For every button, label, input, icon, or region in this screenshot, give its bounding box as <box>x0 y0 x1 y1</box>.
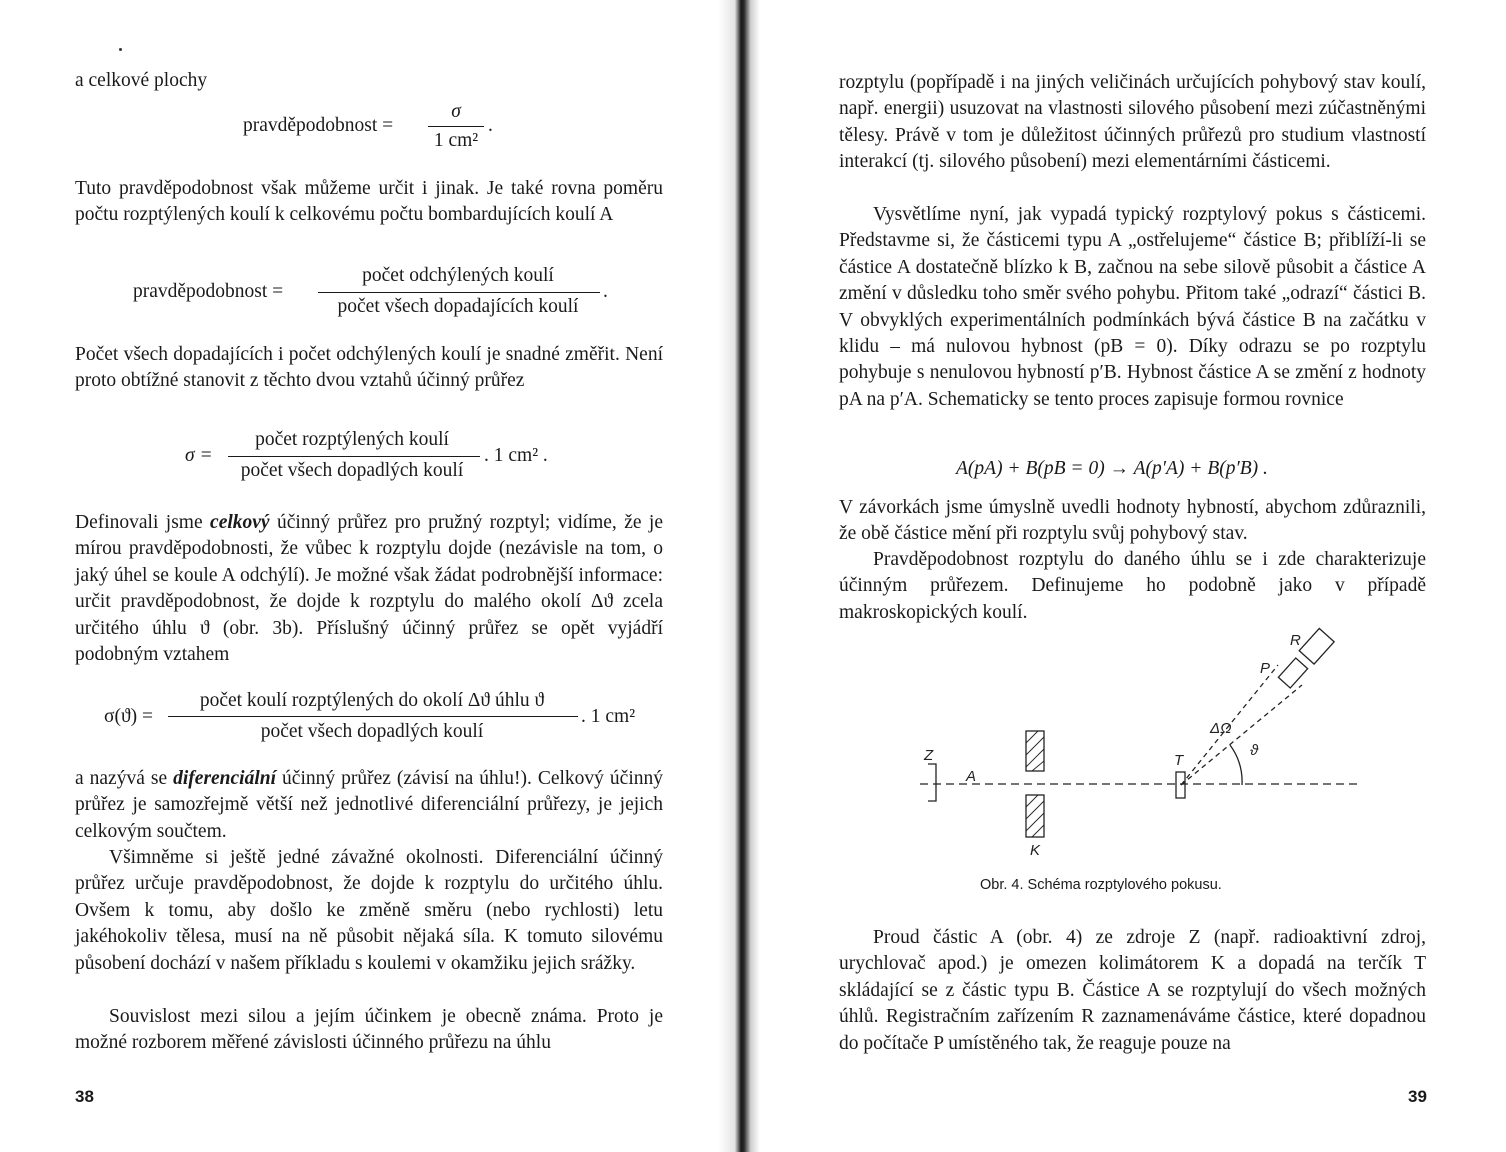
paragraph-4 <box>75 766 663 845</box>
page-number-left: 38 <box>75 1087 94 1106</box>
paragraph-r1: rozptylu (popřípadě i na jiných veličinách určujících pohybový stav koulí, např. energii) usuzovat na vlastnosti silového působení mezi zúčastněnými tělesy. Právě v tom je důležitost účinných průřezů pro studium vlastností interakcí (tj. silového působení) mezi elementárními částicemi. <box>839 72 1426 173</box>
eq3-lhs: σ = <box>185 445 213 466</box>
book-gutter <box>718 0 760 1152</box>
eq1-numerator: σ <box>451 101 461 122</box>
ink-dot <box>119 48 122 51</box>
label-t: T <box>1174 752 1184 769</box>
eq1-lhs: pravděpodobnost = <box>243 115 394 136</box>
page-number-right: 39 <box>1408 1087 1427 1106</box>
eq2-lhs: pravděpodobnost = <box>133 281 284 302</box>
counter-p <box>1278 658 1307 688</box>
paragraph-2: Počet všech dopadajících i počet odchýlených koulí je snadné změřit. Není proto obtížné stanovit z těchto dvou vztahů účinný průřez <box>75 344 663 392</box>
eq2-numerator: počet odchýlených koulí <box>362 265 554 286</box>
right-page <box>760 0 1506 1152</box>
paragraph-r3: V závorkách jsme úmyslně uvedli hodnoty hybností, abychom zdůraznili, že obě částice mění při rozptylu svůj pohybový stav. <box>839 497 1426 545</box>
eq4-fraction-bar <box>168 716 578 717</box>
intro-line: a celkové plochy <box>75 70 208 91</box>
eq2-tail: . <box>603 281 608 302</box>
eq3-fraction-bar <box>228 456 480 457</box>
registrar-r <box>1299 628 1334 664</box>
emphasis-diferencialni: diferenciální <box>173 768 277 789</box>
label-delta-omega: ΔΩ <box>1210 720 1232 737</box>
eq2-denominator: počet všech dopadajících koulí <box>337 296 579 317</box>
eq3-tail: . 1 cm² . <box>484 445 548 466</box>
paragraph-4-start: a nazývá se <box>75 768 174 789</box>
figure-caption: Obr. 4. Schéma rozptylového pokusu. <box>980 877 1222 893</box>
paragraph-3 <box>75 510 663 668</box>
target-t-box <box>1176 772 1185 798</box>
eq1-denominator: 1 cm² <box>433 130 479 151</box>
paragraph-r5: Proud částic A (obr. 4) ze zdroje Z (např. radioaktivní zdroj, urychlovač apod.) je omezen kolimátorem K a dopadá na terčík T skládající se z částic typu B. Částice A se rozptylují do všech možných úhlů. Registračním zařízením R zaznamenáváme částice, které dopadnou do počítače P umístěného tak, že reaguje pouze na <box>839 927 1426 1054</box>
source-z-bracket <box>928 764 936 801</box>
eq3-denominator: počet všech dopadlých koulí <box>240 460 464 481</box>
collimator-upper-block <box>1026 731 1044 771</box>
paragraph-5: Všimněme si ještě jedné závažné okolnosti. Diferenciální účinný průřez určuje pravděpodobnost, že dojde k rozptylu do určitého úhlu. Ovšem k tomu, aby došlo ke změně směru (nebo rychlosti) letu jakéhokoliv tělesa, musí na ně působit nějaká síla. K tomuto silovému působení dochází v našem příkladu s koulemi v okamžiku jejich srážky. <box>75 847 663 974</box>
scattering-experiment-diagram <box>910 625 1370 860</box>
emphasis-celkovy: celkový <box>210 512 270 533</box>
eq1-fraction-bar <box>428 126 484 127</box>
paragraph-r4: Pravděpodobnost rozptylu do daného úhlu se i zde charakterizuje účinným průřezem. Definujeme ho podobně jako v případě makroskopických koulí. <box>839 549 1426 623</box>
eq4-denominator: počet všech dopadlých koulí <box>260 721 484 742</box>
label-r: R <box>1290 632 1301 649</box>
label-k: K <box>1030 842 1041 859</box>
scattering-angle-arc <box>1230 745 1242 785</box>
paragraph-3-start: Definovali jsme <box>75 512 211 533</box>
paragraph-1: Tuto pravděpodobnost však můžeme určit i jinak. Je také rovna poměru počtu rozptýlených koulí k celkovému počtu bombardujících koulí A <box>75 178 663 226</box>
paragraph-r2: Vysvětlíme nyní, jak vypadá typický rozptylový pokus s částicemi. Představme si, že částicemi typu A „ostřelujeme“ částice B; přiblíží-li se částice A dostatečně blízko k B, začnou na sebe silově působit a částice A změní v důsledku toho směr svého pohybu. Přitom také „odrazí“ částici B. V obvyklých experimentálních podmínkách bývá částice B na začátku v klidu – má nulovou hybnost (pB = 0). Díky odrazu se po rozptylu pohybuje s nenulovou hybností p′B. Hybnost částice A se změní z hodnoty pA na p′A. Schematicky se tento proces zapisuje formou rovnice <box>839 204 1426 410</box>
label-a: A <box>966 768 977 785</box>
label-z: Z <box>924 747 934 764</box>
eq4-lhs: σ(ϑ) = <box>104 706 154 727</box>
paragraph-3-rest: účinný průřez pro pružný rozptyl; vidíme, že je mírou pravděpodobnosti, že vůbec k rozptylu dojde (nezávisle na tom, o jaký úhel se koule A odchýlí). Je možné však žádat podrobnější informace: určit pravděpodobnost, že dojde k rozptylu do malého okolí Δϑ zcela určitého úhlu ϑ (obr. 3b). Příslušný účinný průřez se opět vyjádří podobným vztahem <box>75 512 663 666</box>
eq1-tail: . <box>488 115 493 136</box>
paragraph-4-rest: účinný průřez (závisí na úhlu!). Celkový účinný průřez je samozřejmě větší než jednotlivé diferenciální průřezy, je jejich celkovým součtem. <box>75 768 663 842</box>
eq2-fraction-bar <box>318 292 600 293</box>
scattering-equation: A(pA) + B(pB = 0) → A(p′A) + B(p′B) . <box>956 458 1268 479</box>
left-page <box>0 0 720 1152</box>
label-p: P <box>1260 660 1271 677</box>
eq3-numerator: počet rozptýlených koulí <box>255 429 449 450</box>
label-theta: ϑ <box>1250 742 1259 759</box>
paragraph-6: Souvislost mezi silou a jejím účinkem je obecně známa. Proto je možné rozborem měřené závislosti účinného průřezu na úhlu <box>75 1006 663 1054</box>
eq4-numerator: počet koulí rozptýlených do okolí Δϑ úhlu ϑ <box>199 690 545 711</box>
eq4-tail: . 1 cm² <box>581 706 636 727</box>
